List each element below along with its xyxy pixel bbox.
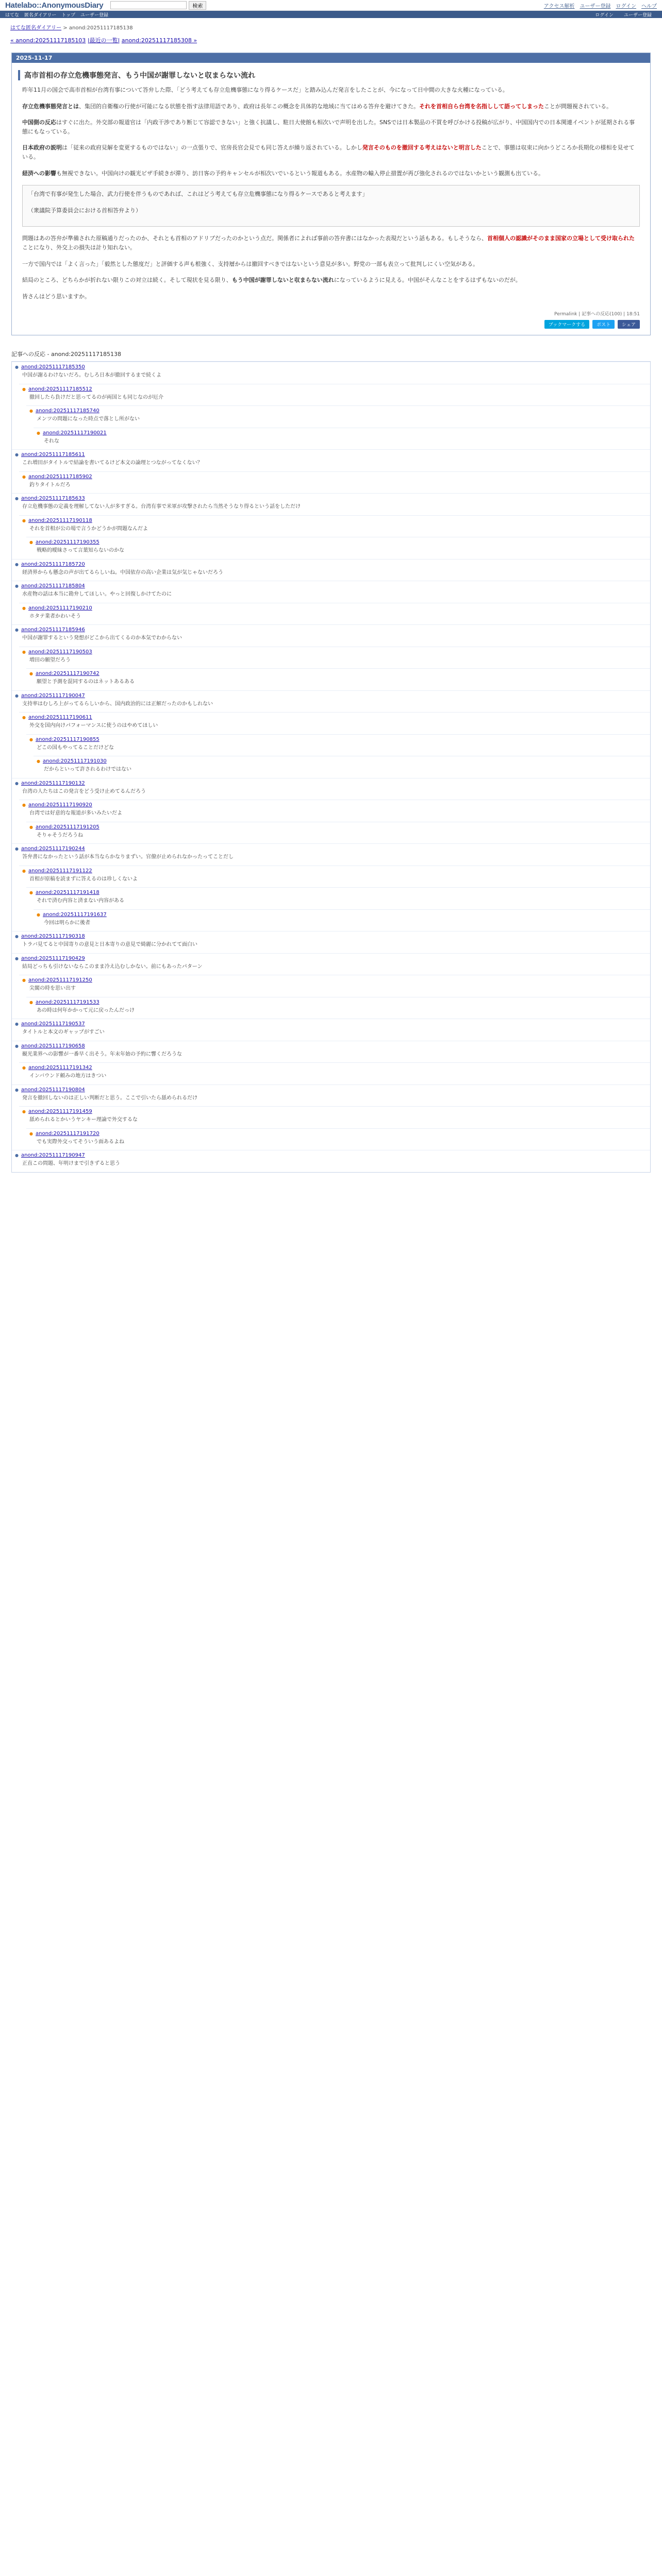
emphasis-text: 発言そのものを撤回する考えはないと明言した: [362, 144, 482, 151]
reply-header: [22, 518, 647, 523]
reply-header: [29, 824, 647, 830]
reply-link[interactable]: anond:20251117185350: [21, 364, 85, 370]
reply-item: [12, 1019, 650, 1041]
reply-text: [37, 1007, 647, 1015]
bullet-icon: ●: [22, 868, 26, 873]
reply-link[interactable]: anond:20251117190804: [21, 1087, 85, 1093]
bullet-icon: ●: [22, 649, 26, 654]
reply-text: [37, 547, 647, 555]
search-button[interactable]: 検索: [189, 1, 206, 10]
paragraph-text: 昨年11月の国会で高市首相が台湾有事について答弁した際、「どう考えても存立危機事態になり得るケースだ」と踏み込んだ発言をしたことが、今になって日中間の大きな火種になっている。: [22, 87, 508, 93]
reply-tree: [11, 361, 651, 1173]
reply-header: [29, 671, 647, 676]
reply-header: [22, 474, 647, 480]
reply-text-line: 願望と予測を混同するのはネットあるある: [37, 679, 135, 685]
prev-entry-link[interactable]: « anond:20251117185103: [10, 37, 86, 44]
reply-link[interactable]: anond:20251117190503: [28, 649, 92, 655]
reply-text: [22, 503, 647, 511]
entry-footer[interactable]: Permalink | 記事への反応(100) | 18:51: [554, 312, 640, 317]
reply-text-line: あの時は何年かかって元に戻ったんだっけ: [37, 1007, 135, 1013]
reply-text-line: 正直この問題、年明けまで引きずると思う: [22, 1161, 120, 1167]
reply-text: [22, 853, 647, 861]
reply-link[interactable]: anond:20251117191250: [28, 977, 92, 984]
reply-item: [19, 800, 650, 822]
reply-item: [12, 493, 650, 515]
reply-item: [19, 712, 650, 734]
reply-header: [29, 539, 647, 545]
reply-header: [15, 934, 647, 939]
reply-text-line: 支持率はむしろ上がってるらしいから、国内政治的には正解だったのかもしれない: [22, 701, 213, 707]
paragraph-text: 問題はあの答弁が準備された原稿通りだったのか、それとも首相のアドリブだったのかという点だ。関係者によれば事前の答弁書にはなかった表現だという話もある。もしそうなら、: [22, 235, 487, 242]
entry-title: 高市首相の存立危機事態発言、もう中国が謝罪しないと収まらない流れ: [18, 70, 644, 80]
reply-link[interactable]: anond:20251117190742: [35, 671, 100, 677]
reply-text: [22, 590, 647, 599]
bullet-icon: ●: [15, 934, 19, 939]
reply-header: [15, 1021, 647, 1027]
reply-header: [22, 802, 647, 808]
reply-item: [26, 1128, 650, 1150]
reply-link[interactable]: anond:20251117185633: [21, 496, 85, 502]
reply-item: [19, 471, 650, 494]
bullet-icon: ●: [22, 386, 26, 392]
reply-text: [22, 634, 647, 642]
reply-link[interactable]: anond:20251117190118: [28, 517, 92, 523]
reply-item: [19, 1106, 650, 1128]
subnav-login[interactable]: ログイン: [595, 12, 614, 18]
reply-text-line: 経済界からも懸念の声が出てるらしいね。中国依存の高い企業は気が気じゃないだろう: [22, 569, 223, 575]
index-link[interactable]: |最近の一覧|: [87, 37, 120, 44]
reply-text: [29, 481, 647, 489]
bullet-icon: ●: [29, 824, 33, 829]
bullet-icon: ●: [37, 759, 40, 764]
reply-text: [29, 656, 647, 665]
reply-text-line: 答弁書になかったという話が本当ならかなりまずい。官僚が止められなかったってことだし: [22, 854, 234, 860]
reply-text: [22, 1160, 647, 1168]
reply-item: [12, 1084, 650, 1107]
bullet-icon: ●: [15, 365, 19, 370]
reply-text: [22, 700, 647, 708]
bullet-icon: ●: [29, 671, 33, 676]
reply-header: [15, 583, 647, 589]
reply-header: [22, 649, 647, 655]
entry-paragraph: [22, 292, 640, 301]
entry-paragraph: [22, 234, 640, 252]
bold-text: 存立危機事態発言とは: [22, 103, 79, 110]
emphasis-text: 首相個人の認識がそのまま国家の立場として受け取られた: [487, 235, 635, 242]
reply-text-line: 尖閣の時を思い出す: [29, 986, 76, 992]
reply-link[interactable]: anond:20251117190318: [21, 934, 85, 940]
reply-text-line: 舐められるとかいうヤンキー理論で外交するな: [29, 1117, 138, 1123]
reply-text-line: 撤回したら負けだと思ってるのが両国とも同じなのが厄介: [29, 394, 163, 400]
reply-text-line: 中国が謝罪するという発想がどこから出てくるのか本気でわからない: [22, 635, 182, 641]
reply-link[interactable]: anond:20251117191533: [35, 999, 100, 1005]
paragraph-text: ことになり、外交上の損失は計り知れない。: [22, 244, 136, 251]
reply-header: [15, 627, 647, 633]
reply-link[interactable]: anond:20251117190947: [21, 1153, 85, 1159]
search-input[interactable]: [110, 1, 187, 9]
bold-text: 経済への影響: [22, 170, 56, 177]
reply-item: [12, 581, 650, 603]
header-links: [544, 2, 657, 9]
reply-text-line: 台湾の人たちはこの発言をどう受け止めてるんだろう: [22, 788, 146, 794]
reply-header: [37, 430, 647, 436]
bullet-icon: ●: [37, 912, 40, 917]
reply-item: [34, 428, 650, 450]
reply-text-line: それで済む内容と済まない内容がある: [37, 898, 124, 904]
bullet-icon: ●: [15, 693, 19, 698]
bullet-icon: ●: [22, 605, 26, 611]
bullet-icon: ●: [29, 1131, 33, 1136]
reply-text: [29, 985, 647, 993]
reply-link[interactable]: anond:20251117190355: [35, 539, 100, 546]
reply-text: [22, 1094, 647, 1103]
reply-link[interactable]: anond:20251117190047: [21, 692, 85, 699]
bullet-icon: ●: [22, 978, 26, 983]
reply-text-line: それな: [44, 438, 59, 444]
paragraph-text: 一方で国内では「よく言った」「毅然とした態度だ」と評価する声も根強く、支持層からは撤回すべきではないという意見が多い。野党の一部も表立って批判しにくい空気がある。: [22, 260, 479, 267]
reply-text: [22, 371, 647, 380]
reply-text: [22, 1028, 647, 1037]
reply-link[interactable]: anond:20251117190021: [42, 430, 107, 436]
diary-navigation: [10, 36, 652, 44]
reply-text-line: これ増田がタイトルで結論を書いてるけど本文の論理とつながってなくない？: [22, 460, 203, 466]
header-link-analytics[interactable]: アクセス解析: [543, 3, 575, 9]
reply-text-line: そりゃそうだろうね: [37, 832, 83, 838]
subnav-hatena[interactable]: はてな: [5, 12, 20, 18]
paragraph-text: 皆さんはどう思いますか。: [22, 293, 90, 300]
reply-text: [29, 875, 647, 884]
entry-paragraph: [22, 143, 640, 161]
reply-item: [12, 690, 650, 713]
bullet-icon: ●: [22, 1065, 26, 1071]
reply-header: [29, 999, 647, 1005]
quote-line: 「台湾で有事が発生した場合、武力行使を伴うものであれば、これはどう考えても存立危機事態になり得るケースであると考えます」: [28, 191, 368, 198]
reply-link[interactable]: anond:20251117191342: [28, 1065, 92, 1071]
entry-quote: [22, 185, 640, 227]
reply-link[interactable]: anond:20251117190920: [28, 802, 92, 808]
reply-link[interactable]: anond:20251117191030: [42, 758, 107, 765]
reply-header: [22, 715, 647, 720]
reply-text-line: だからといって許されるわけではない: [44, 767, 131, 773]
reply-item: [26, 734, 650, 756]
reply-heading: 記事への反応 - anond:20251117185138: [11, 351, 122, 358]
reply-item: [19, 515, 650, 537]
bullet-icon: ●: [15, 496, 19, 501]
entry-paragraphs: [22, 86, 640, 178]
reply-text-line: トラバ見てると中国寄りの意見と日本寄りの意見で綺麗に分かれてて面白い: [22, 942, 197, 948]
reply-link[interactable]: anond:20251117185720: [21, 561, 85, 567]
reply-text: [37, 744, 647, 752]
paragraph-text: 結局のところ、どちらかが折れない限りこの対立は続く。そして現状を見る限り、: [22, 277, 232, 284]
reply-text: [44, 919, 647, 927]
reply-link[interactable]: anond:20251117190855: [35, 736, 100, 742]
reply-text: [22, 963, 647, 971]
reply-text-line: インバウンド頼みの地方はきつい: [29, 1073, 107, 1079]
reply-item: [26, 997, 650, 1019]
reply-header: [29, 890, 647, 895]
subnav-register[interactable]: ユーザー登録: [80, 12, 108, 18]
reply-text-line: タイトルと本文のギャップがすごい: [22, 1029, 105, 1036]
header-link-help[interactable]: ヘルプ: [641, 3, 657, 9]
reply-text-line: 外交を国内向けパフォーマンスに使うのはやめてほしい: [29, 723, 158, 729]
sub-navigation: [0, 11, 662, 18]
bullet-icon: ●: [15, 1087, 19, 1092]
reply-item: [19, 975, 650, 997]
entry-paragraph: [22, 260, 640, 269]
reply-text: [29, 1072, 647, 1080]
reply-item: [12, 624, 650, 647]
bullet-icon: ●: [15, 562, 19, 567]
bullet-icon: ●: [29, 890, 33, 895]
reply-text: [22, 569, 647, 577]
reply-link[interactable]: anond:20251117190537: [21, 1021, 85, 1027]
bullet-icon: ●: [22, 518, 26, 523]
bullet-icon: ●: [29, 737, 33, 742]
reply-text-line: 水産物の話は本当に勘弁してほしい。やっと回復しかけてたのに: [22, 591, 172, 598]
reply-header: [15, 364, 647, 370]
entry-paragraphs-continued: [22, 234, 640, 301]
reply-text-line: メンツの問題になった時点で落とし所がない: [37, 416, 140, 422]
reply-link[interactable]: anond:20251117185512: [28, 386, 92, 392]
reply-item: [26, 405, 650, 428]
reply-text-line: どこの国もやってることだけどな: [37, 744, 114, 751]
reply-link[interactable]: anond:20251117190429: [21, 955, 85, 961]
hatena-bookmark-button[interactable]: ブックマークする: [544, 320, 589, 329]
reply-header: [29, 1131, 647, 1137]
bullet-icon: ●: [15, 1043, 19, 1048]
subnav-top[interactable]: トップ: [61, 12, 75, 18]
entry-paragraph: [22, 169, 640, 178]
reply-link[interactable]: anond:20251117191122: [28, 868, 92, 874]
reply-text-line: 結局どっちも引けないならこのまま冷え込むしかない。前にもあったパターン: [22, 963, 203, 970]
reply-item: [26, 822, 650, 844]
reply-text: [29, 1116, 647, 1124]
breadcrumb-current: anond:20251117185138: [69, 25, 133, 31]
reply-section: [11, 350, 651, 1173]
quote-source: （衆議院予算委員会における首相答弁より）: [28, 207, 141, 214]
entry-paragraph: [22, 276, 640, 285]
reply-item: [19, 647, 650, 669]
reply-header: [37, 758, 647, 764]
reply-link[interactable]: anond:20251117191459: [28, 1109, 92, 1115]
reply-header: [29, 408, 647, 414]
entry-body: [22, 86, 640, 301]
bullet-icon: ●: [37, 430, 40, 435]
entry-paragraph: [22, 102, 640, 111]
reply-header: [37, 912, 647, 918]
entry-paragraph: [22, 86, 640, 95]
reply-text-line: 首相が原稿を読まずに答えるのは珍しくないよ: [29, 876, 138, 882]
bullet-icon: ●: [15, 1153, 19, 1158]
reply-header: [15, 452, 647, 457]
reply-item: [12, 931, 650, 953]
reply-header: [22, 1065, 647, 1071]
reply-item: [12, 362, 650, 384]
bullet-icon: ●: [29, 409, 33, 414]
bullet-icon: ●: [15, 956, 19, 961]
post-button[interactable]: ポスト: [592, 320, 615, 329]
reply-text-line: 中国が謝るわけないだろ。むしろ日本が撤回するまで続くよ: [22, 372, 161, 379]
subnav-user-register[interactable]: ユーザー登録: [623, 12, 652, 18]
breadcrumb: [10, 23, 652, 31]
reply-link[interactable]: anond:20251117185946: [21, 627, 85, 633]
reply-item: [34, 909, 650, 931]
reply-link[interactable]: anond:20251117190132: [21, 780, 85, 786]
reply-text: [22, 788, 647, 796]
bullet-icon: ●: [29, 540, 33, 545]
reply-text-line: 発言を撤回しないのは正しい判断だと思う。ここで引いたら舐められるだけ: [22, 1095, 197, 1101]
reply-header: [29, 737, 647, 742]
reply-header: [15, 1153, 647, 1158]
reply-link[interactable]: anond:20251117191720: [35, 1130, 100, 1137]
bullet-icon: ●: [15, 781, 19, 786]
bullet-icon: ●: [15, 846, 19, 852]
reply-text: [22, 941, 647, 949]
reply-link[interactable]: anond:20251117185804: [21, 583, 85, 589]
reply-item: [12, 778, 650, 800]
reply-header: [15, 693, 647, 699]
share-buttons: [22, 320, 640, 329]
reply-item: [12, 1041, 650, 1063]
reply-text: [29, 525, 647, 533]
reply-text: [29, 613, 647, 621]
reply-text: [37, 415, 647, 423]
reply-text: [29, 722, 647, 730]
bullet-icon: ●: [29, 999, 33, 1005]
reply-header: [15, 781, 647, 786]
bullet-icon: ●: [15, 584, 19, 589]
bold-text: 日本政府の説明: [22, 144, 62, 151]
paragraph-text: はすぐに出た。外交部の報道官は「内政干渉であり断じて容認できない」と強く抗議し、駐日大使館も相次いで声明を出した。SNSでは日本製品の不買を呼びかける投稿が広がり、中国国内での日本関連イベントが延期される事態にもなっている。: [22, 119, 635, 135]
header-link-register[interactable]: ユーザー登録: [580, 3, 611, 9]
reply-link[interactable]: anond:20251117190244: [21, 846, 85, 852]
reply-text-line: 釣りタイトルだろ: [29, 482, 71, 488]
share-button[interactable]: シェア: [618, 320, 640, 329]
reply-header: [22, 977, 647, 983]
reply-text: [37, 1138, 647, 1146]
reply-text-line: それを首相が公の場で言うかどうかが問題なんだよ: [29, 526, 148, 532]
bullet-icon: ●: [15, 628, 19, 633]
reply-link[interactable]: anond:20251117190611: [28, 715, 92, 721]
bullet-icon: ●: [22, 715, 26, 720]
breadcrumb-separator: >: [63, 25, 69, 31]
bold-text: もう中国が謝罪しないと収まらない流れ: [231, 277, 334, 284]
bullet-icon: ●: [15, 1022, 19, 1027]
reply-text: [44, 437, 647, 446]
bullet-icon: ●: [22, 474, 26, 479]
reply-item: [34, 756, 650, 778]
reply-item: [12, 1150, 650, 1172]
reply-link[interactable]: anond:20251117185611: [21, 452, 85, 458]
reply-text: [37, 832, 647, 840]
reply-item: [12, 953, 650, 975]
reply-item: [12, 559, 650, 581]
reply-text-line: 観光業界への影響が一番早く出そう。年末年始の予約に響くだろうな: [22, 1051, 182, 1057]
paragraph-text: になっているように見える。中国がそんなことをするはずもないのだが。: [334, 277, 521, 284]
paragraph-text: ことが問題視されている。: [544, 103, 612, 110]
reply-header: [22, 386, 647, 392]
reply-text: [44, 766, 647, 774]
bullet-icon: ●: [15, 452, 19, 457]
paragraph-text: 、集団的自衛権の行使が可能になる状態を指す法律用語であり、政府は長年この概念を具体的な地域に当てはめる答弁を避けてきた。: [79, 103, 419, 110]
reply-text: [22, 459, 647, 467]
reply-header: [15, 496, 647, 501]
reply-header: [22, 605, 647, 611]
breadcrumb-home[interactable]: はてな匿名ダイアリー: [10, 25, 62, 31]
header-link-login[interactable]: ログイン: [616, 3, 636, 9]
reply-header: [15, 956, 647, 961]
reply-text-line: 今回は明らかに後者: [44, 920, 90, 926]
emphasis-text: それを首相自ら台湾を名指しして語ってしまった: [419, 103, 544, 110]
reply-header: [22, 868, 647, 874]
entry-date: 2025-11-17: [12, 53, 650, 63]
reply-link[interactable]: anond:20251117190658: [21, 1043, 85, 1049]
reply-text-line: 台湾では好意的な報道が多いみたいだよ: [29, 810, 122, 817]
diary-entry: [11, 53, 651, 335]
reply-item: [12, 449, 650, 471]
reply-text: [37, 678, 647, 686]
reply-header: [15, 562, 647, 567]
reply-link[interactable]: anond:20251117185740: [35, 408, 100, 414]
reply-header: [22, 1109, 647, 1114]
reply-item: [19, 866, 650, 888]
paragraph-text: も無視できない。中国向けの観光ビザ手続きが滞り、訪日客の予約キャンセルが相次いでいるという報道もある。水産物の輸入停止措置が再び強化されるのではないかという観測も出ている。: [56, 170, 544, 177]
reply-item: [19, 384, 650, 406]
subnav-anond[interactable]: 匿名ダイアリー: [24, 12, 57, 18]
reply-item: [19, 1062, 650, 1084]
reply-link[interactable]: anond:20251117191418: [35, 890, 100, 896]
reply-text-line: でも実際外交ってそういう面あるよね: [37, 1139, 124, 1145]
reply-link[interactable]: anond:20251117191637: [42, 911, 107, 918]
reply-text: [29, 809, 647, 818]
reply-item: [19, 603, 650, 625]
paragraph-text: ことで、事態は収束に向かうどころか長期化の様相を見せている。: [22, 144, 635, 160]
reply-header: [15, 1043, 647, 1049]
bold-text: 中国側の反応: [22, 119, 56, 126]
reply-item: [12, 843, 650, 866]
reply-item: [26, 668, 650, 690]
reply-header: [15, 846, 647, 852]
reply-header: [15, 1087, 647, 1093]
site-logo[interactable]: Hatelabo::AnonymousDiary: [5, 1, 104, 10]
paragraph-text: は「従来の政府見解を変更するものではない」の一点張りで、官房長官会見でも同じ答えが繰り返されている。しかし: [62, 144, 362, 151]
reply-text-line: 戦略的曖昧さって言葉知らないのかな: [37, 548, 124, 554]
reply-link[interactable]: anond:20251117191205: [35, 824, 100, 830]
reply-text-line: 存立危機事態の定義を理解してない人が多すぎる。台湾有事で米軍が攻撃されたら当然そうなり得るという話をしただけ: [22, 504, 301, 510]
reply-item: [26, 537, 650, 559]
site-header: [0, 0, 662, 11]
reply-text-line: 増田の願望だろう: [29, 657, 71, 663]
bullet-icon: ●: [22, 803, 26, 808]
reply-item: [26, 887, 650, 909]
reply-text: [37, 897, 647, 905]
reply-text: [22, 1050, 647, 1059]
reply-text-line: ホタテ業者かわいそう: [29, 613, 81, 619]
reply-link[interactable]: anond:20251117190210: [28, 605, 92, 611]
entry-paragraph: [22, 118, 640, 136]
next-entry-link[interactable]: anond:20251117185308 »: [121, 37, 197, 44]
reply-text: [29, 394, 647, 402]
bullet-icon: ●: [22, 1109, 26, 1114]
reply-link[interactable]: anond:20251117185902: [28, 473, 92, 480]
